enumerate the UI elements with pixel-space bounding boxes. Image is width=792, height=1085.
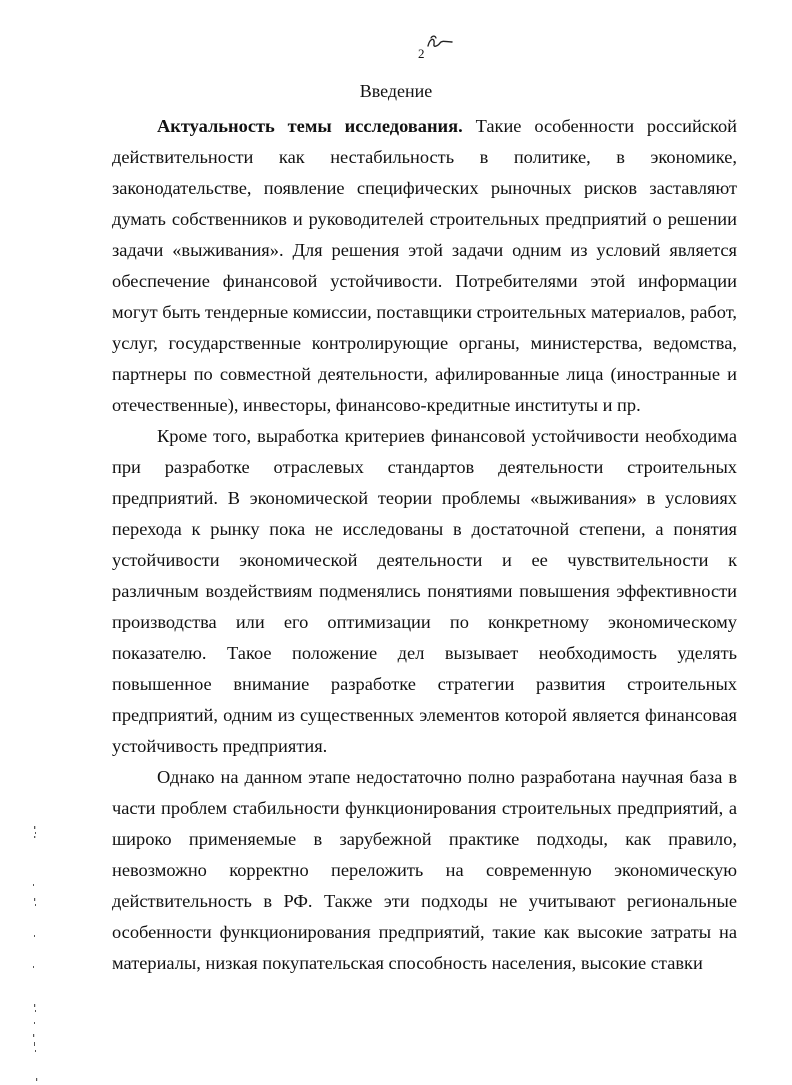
handwritten-mark-icon <box>426 34 454 50</box>
paragraph-text: Такие особенности российской действительности как нестабильность в политике, в экономике, законодательстве, появление специфических рыночных рисков заставляют думать собственников и руководителей строительных предприятий о решении задачи «выживания». Для решения этой задачи одним из условий является обеспечение финансовой устойчивости. Потребителями этой информации могут быть тендерные комиссии, поставщики строительных материалов, работ, услуг, государственные контролирующие органы, министерства, ведомства, партнеры по совместной деятельности, афилированные лица (иностранные и отечественные), инвесторы, финансово-кредитные институты и пр. <box>112 116 737 415</box>
page-title: Введение <box>359 81 433 101</box>
paragraph-scientific-base: Однако на данном этапе недостаточно полно разработана научная база в части проблем стабильности функционирования строительных предприятий, а широко применяемые в зарубежной практике подходы, как правило, невозможно корректно переложить на современную экономическую действительность в РФ. Также эти подходы не учитывают региональные особенности функционирования предприятий, такие как высокие затраты на материалы, низкая покупательская способность населения, высокие ставки <box>112 767 737 973</box>
page-number: 2 <box>418 46 425 61</box>
paragraph-relevance <box>112 111 737 421</box>
document-body <box>112 111 737 979</box>
paragraph-lead: Актуальность темы исследования. <box>157 116 463 136</box>
scan-margin-marks <box>0 0 60 1085</box>
paragraph-criteria: Кроме того, выработка критериев финансовой устойчивости необходима при разработке отраслевых стандартов деятельности строительных предприятий. В экономической теории проблемы «выживания» в условиях перехода к рынку пока не исследованы в достаточной степени, а понятия устойчивости экономической деятельности и ее чувствительности к различным воздействиям подменялись понятиями повышения эффективности производства или его оптимизации по конкретному экономическому показателю. Такое положение дел вызывает необходимость уделять повышенное внимание разработке стратегии развития строительных предприятий, одним из существенных элементов которой является финансовая устойчивость предприятия. <box>112 426 737 756</box>
